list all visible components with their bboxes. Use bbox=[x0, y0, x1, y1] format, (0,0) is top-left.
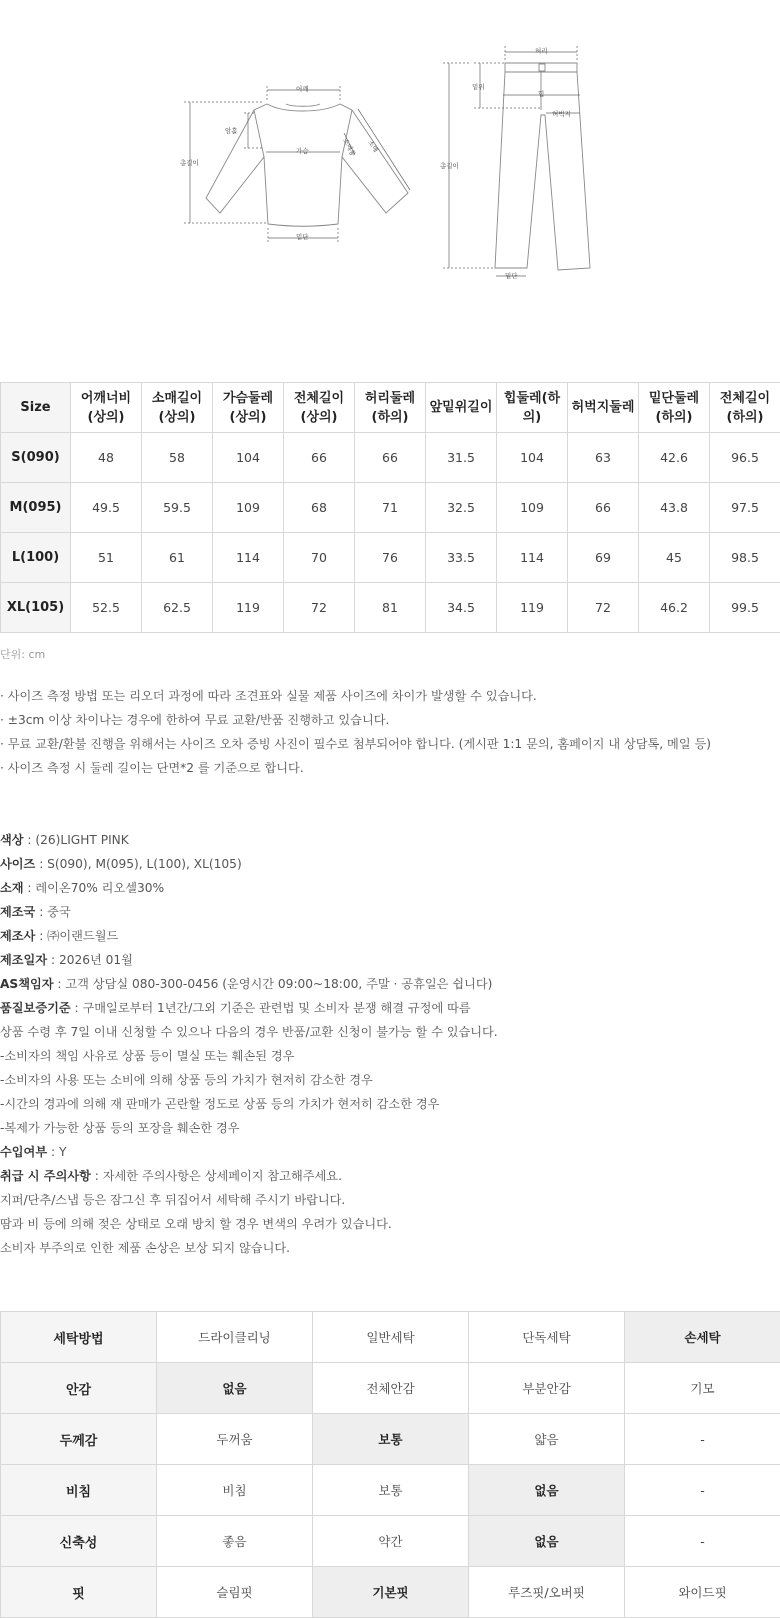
care-row-label: 세탁방법 bbox=[1, 1312, 157, 1363]
note-item: · ±3cm 이상 차이나는 경우에 한하여 무료 교환/반품 진행하고 있습니다. bbox=[0, 713, 390, 727]
table-cell: 43.8 bbox=[639, 483, 710, 533]
care-row-label: 두께감 bbox=[1, 1414, 157, 1465]
info-item-return-policy bbox=[0, 1020, 780, 1044]
info-value: : 2026년 01월 bbox=[47, 953, 133, 967]
info-item-care-caution-detail bbox=[0, 1188, 780, 1212]
info-item-return-exception bbox=[0, 1068, 780, 1092]
column-header: 밑단둘레(하의) bbox=[639, 383, 710, 433]
label-waist: 허리 bbox=[535, 47, 548, 55]
column-header: 허벅지둘레 bbox=[568, 383, 639, 433]
table-cell: 99.5 bbox=[710, 583, 780, 633]
info-value: : 레이온70% 리오셀30% bbox=[23, 881, 165, 895]
product-info-list bbox=[0, 828, 780, 1260]
table-cell: 32.5 bbox=[426, 483, 497, 533]
table-cell: 104 bbox=[213, 433, 284, 483]
info-value: 지퍼/단추/스냅 등은 잠그신 후 뒤집어서 세탁해 주시기 바랍니다. bbox=[0, 1193, 346, 1207]
table-cell: 33.5 bbox=[426, 533, 497, 583]
info-label: 제조국 bbox=[0, 905, 36, 919]
label-armhole: 암홀 bbox=[225, 127, 238, 135]
info-item-care-caution-detail bbox=[0, 1236, 780, 1260]
care-row-label: 신축성 bbox=[1, 1516, 157, 1567]
table-cell: 98.5 bbox=[710, 533, 780, 583]
table-row bbox=[1, 483, 780, 533]
size-notes bbox=[0, 684, 780, 780]
label-shoulder: 어깨 bbox=[296, 85, 309, 93]
table-cell: 119 bbox=[213, 583, 284, 633]
size-label: L(100) bbox=[1, 533, 71, 583]
table-row bbox=[1, 533, 780, 583]
care-option: 손세탁 bbox=[625, 1312, 780, 1363]
info-value: : (26)LIGHT PINK bbox=[23, 833, 129, 847]
table-cell: 63 bbox=[568, 433, 639, 483]
info-label: 수입여부 bbox=[0, 1145, 48, 1159]
table-cell: 66 bbox=[284, 433, 355, 483]
care-option: 보통 bbox=[313, 1465, 469, 1516]
info-item-as-contact bbox=[0, 972, 780, 996]
column-header: 소매길이(상의) bbox=[142, 383, 213, 433]
table-cell: 70 bbox=[284, 533, 355, 583]
info-value: -시간의 경과에 의해 재 판매가 곤란할 정도로 상품 등의 가치가 현저히 감소한 경우 bbox=[0, 1097, 440, 1111]
table-cell: 104 bbox=[497, 433, 568, 483]
care-option: 단독세탁 bbox=[469, 1312, 625, 1363]
table-cell: 52.5 bbox=[71, 583, 142, 633]
care-option: 와이드핏 bbox=[625, 1567, 780, 1618]
table-cell: 76 bbox=[355, 533, 426, 583]
table-row bbox=[1, 583, 780, 633]
table-cell: 81 bbox=[355, 583, 426, 633]
info-label: 취급 시 주의사항 bbox=[0, 1169, 91, 1183]
info-item-care-caution bbox=[0, 1164, 780, 1188]
care-option: 없음 bbox=[469, 1465, 625, 1516]
info-label: 품질보증기준 bbox=[0, 1001, 71, 1015]
info-item-material bbox=[0, 876, 780, 900]
table-cell: 69 bbox=[568, 533, 639, 583]
care-row-elasticity bbox=[1, 1516, 780, 1567]
table-cell: 66 bbox=[355, 433, 426, 483]
info-item-size bbox=[0, 852, 780, 876]
info-value: : Y bbox=[47, 1145, 67, 1159]
care-row-transparency bbox=[1, 1465, 780, 1516]
table-cell: 49.5 bbox=[71, 483, 142, 533]
table-cell: 48 bbox=[71, 433, 142, 483]
column-header: 어깨너비(상의) bbox=[71, 383, 142, 433]
info-value: : S(090), M(095), L(100), XL(105) bbox=[35, 857, 242, 871]
care-option: 보통 bbox=[313, 1414, 469, 1465]
care-option: 루즈핏/오버핏 bbox=[469, 1567, 625, 1618]
size-label: M(095) bbox=[1, 483, 71, 533]
label-sleeve: 소매 bbox=[366, 138, 380, 154]
size-label: S(090) bbox=[1, 433, 71, 483]
diagram-svg bbox=[0, 0, 780, 300]
label-rise: 밑위 bbox=[472, 83, 485, 91]
care-option: 약간 bbox=[313, 1516, 469, 1567]
column-header: 앞밑위길이 bbox=[426, 383, 497, 433]
info-value: -소비자의 사용 또는 소비에 의해 상품 등의 가치가 현저히 감소한 경우 bbox=[0, 1073, 373, 1087]
info-value: : ㈜이랜드월드 bbox=[35, 929, 119, 943]
info-value: 소비자 부주의로 인한 제품 손상은 보상 되지 않습니다. bbox=[0, 1241, 291, 1255]
care-option: 일반세탁 bbox=[313, 1312, 469, 1363]
care-option: - bbox=[625, 1465, 780, 1516]
care-option: - bbox=[625, 1414, 780, 1465]
info-value: : 구매일로부터 1년간/그외 기준은 관련법 및 소비자 분쟁 해결 규정에 따름 bbox=[70, 1001, 471, 1015]
info-item-return-exception bbox=[0, 1044, 780, 1068]
care-row-label: 비침 bbox=[1, 1465, 157, 1516]
info-item-manufacture-date bbox=[0, 948, 780, 972]
table-cell: 71 bbox=[355, 483, 426, 533]
info-value: -소비자의 책임 사유로 상품 등이 멸실 또는 훼손된 경우 bbox=[0, 1049, 295, 1063]
care-option: 기본핏 bbox=[313, 1567, 469, 1618]
care-row-fit bbox=[1, 1567, 780, 1618]
care-option: 두꺼움 bbox=[157, 1414, 313, 1465]
table-cell: 61 bbox=[142, 533, 213, 583]
care-option: 좋음 bbox=[157, 1516, 313, 1567]
info-item-import bbox=[0, 1140, 780, 1164]
info-value: 상품 수령 후 7일 이내 신청할 수 있으나 다음의 경우 반품/교환 신청이 불가능 할 수 있습니다. bbox=[0, 1025, 498, 1039]
info-item-color bbox=[0, 828, 780, 852]
info-value: : 자세한 주의사항은 상세페이지 참고해주세요. bbox=[90, 1169, 342, 1183]
table-cell: 119 bbox=[497, 583, 568, 633]
info-item-return-exception bbox=[0, 1092, 780, 1116]
table-cell: 59.5 bbox=[142, 483, 213, 533]
column-header: 전체길이(하의) bbox=[710, 383, 780, 433]
care-option: 기모 bbox=[625, 1363, 780, 1414]
note-item: · 사이즈 측정 방법 또는 리오더 과정에 따라 조견표와 실물 제품 사이즈에 차이가 발생할 수 있습니다. bbox=[0, 689, 537, 703]
care-row-lining bbox=[1, 1363, 780, 1414]
label-top-hem: 밑단 bbox=[296, 233, 309, 241]
care-option: 드라이클리닝 bbox=[157, 1312, 313, 1363]
label-bottom-hem: 밑단 bbox=[505, 272, 518, 280]
table-cell: 66 bbox=[568, 483, 639, 533]
table-cell: 68 bbox=[284, 483, 355, 533]
column-header: 허리둘레(하의) bbox=[355, 383, 426, 433]
size-label: XL(105) bbox=[1, 583, 71, 633]
table-cell: 58 bbox=[142, 433, 213, 483]
table-cell: 96.5 bbox=[710, 433, 780, 483]
top-dimension-texts bbox=[180, 84, 381, 241]
care-row-label: 안감 bbox=[1, 1363, 157, 1414]
care-option: 없음 bbox=[157, 1363, 313, 1414]
care-option: 없음 bbox=[469, 1516, 625, 1567]
care-option: 부분안감 bbox=[469, 1363, 625, 1414]
care-option: 전체안감 bbox=[313, 1363, 469, 1414]
label-hip: 힙 bbox=[538, 90, 545, 98]
table-cell: 72 bbox=[284, 583, 355, 633]
column-header: 전체길이(상의) bbox=[284, 383, 355, 433]
table-cell: 34.5 bbox=[426, 583, 497, 633]
info-value: 땀과 비 등에 의해 젖은 상태로 오래 방치 할 경우 변색의 우려가 있습니다. bbox=[0, 1217, 392, 1231]
table-cell: 62.5 bbox=[142, 583, 213, 633]
info-value: : 고객 상담실 080-300-0456 (운영시간 09:00~18:00, 주말 · 공휴일은 쉽니다) bbox=[53, 977, 493, 991]
table-cell: 109 bbox=[497, 483, 568, 533]
size-chart-table bbox=[0, 382, 780, 633]
bottom-dimension-texts bbox=[440, 46, 571, 280]
care-row-thickness bbox=[1, 1414, 780, 1465]
care-row-washing bbox=[1, 1312, 780, 1363]
care-option: 비침 bbox=[157, 1465, 313, 1516]
info-item-manufacturer bbox=[0, 924, 780, 948]
care-option: 슬림핏 bbox=[157, 1567, 313, 1618]
label-bottom-length: 총길이 bbox=[440, 162, 459, 170]
info-label: 소재 bbox=[0, 881, 24, 895]
info-value: : 중국 bbox=[35, 905, 71, 919]
table-cell: 114 bbox=[213, 533, 284, 583]
info-label: AS책임자 bbox=[0, 977, 54, 991]
table-cell: 72 bbox=[568, 583, 639, 633]
note-item: · 사이즈 측정 시 둘레 길이는 단면*2 를 기준으로 합니다. bbox=[0, 761, 304, 775]
info-label: 사이즈 bbox=[0, 857, 36, 871]
info-label: 제조일자 bbox=[0, 953, 48, 967]
info-item-quality-standard bbox=[0, 996, 780, 1020]
column-header: 가슴둘레(상의) bbox=[213, 383, 284, 433]
info-value: -복제가 가능한 상품 등의 포장을 훼손한 경우 bbox=[0, 1121, 240, 1135]
info-label: 색상 bbox=[0, 833, 24, 847]
info-item-return-exception bbox=[0, 1116, 780, 1140]
table-cell: 45 bbox=[639, 533, 710, 583]
column-header: 힙둘레(하의) bbox=[497, 383, 568, 433]
table-cell: 46.2 bbox=[639, 583, 710, 633]
table-cell: 51 bbox=[71, 533, 142, 583]
table-cell: 31.5 bbox=[426, 433, 497, 483]
label-top-length: 총길이 bbox=[180, 159, 199, 167]
care-row-label: 핏 bbox=[1, 1567, 157, 1618]
care-option: - bbox=[625, 1516, 780, 1567]
top-garment-illustration bbox=[206, 104, 408, 226]
size-diagram bbox=[0, 0, 780, 300]
table-cell: 97.5 bbox=[710, 483, 780, 533]
size-column-header: Size bbox=[1, 383, 71, 433]
bottom-dimension-lines bbox=[443, 46, 580, 276]
info-item-country bbox=[0, 900, 780, 924]
info-label: 제조사 bbox=[0, 929, 36, 943]
table-cell: 109 bbox=[213, 483, 284, 533]
table-cell: 114 bbox=[497, 533, 568, 583]
size-chart-header-row bbox=[1, 383, 780, 433]
top-dimension-lines bbox=[184, 86, 410, 242]
info-item-care-caution-detail bbox=[0, 1212, 780, 1236]
table-cell: 42.6 bbox=[639, 433, 710, 483]
note-item: · 무료 교환/환불 진행을 위해서는 사이즈 오차 증빙 사진이 필수로 첨부되어야 합니다. (게시판 1:1 문의, 홈페이지 내 상담톡, 메일 등) bbox=[0, 737, 711, 751]
label-chest: 가슴 bbox=[296, 147, 309, 155]
label-thigh: 허벅지 bbox=[552, 110, 571, 118]
table-row bbox=[1, 433, 780, 483]
unit-note: 단위: cm bbox=[0, 648, 46, 661]
care-option: 얇음 bbox=[469, 1414, 625, 1465]
label-sleeve-width: 소매통 bbox=[341, 137, 358, 158]
care-attribute-table bbox=[0, 1311, 780, 1618]
